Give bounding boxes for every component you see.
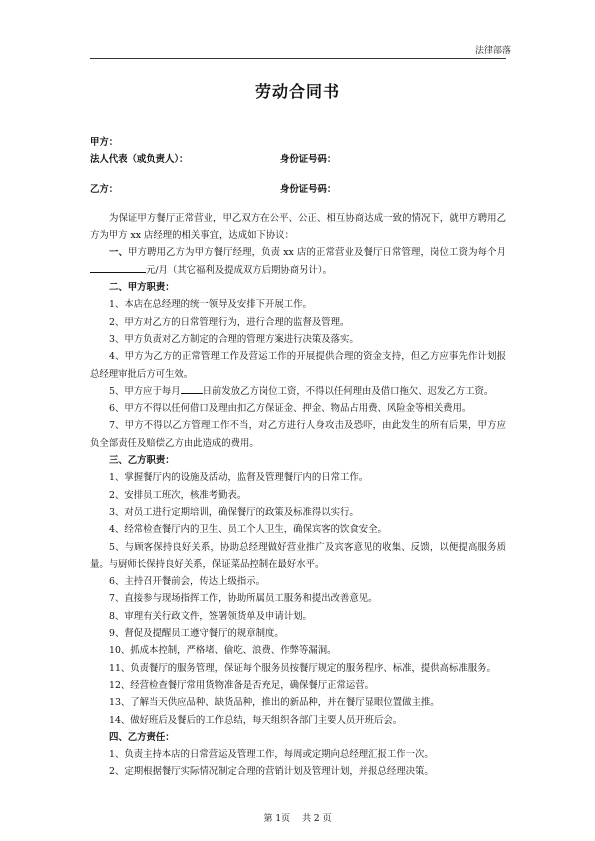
party-a-label: 甲方： [90, 137, 119, 148]
party-a-row [90, 134, 506, 151]
list-item: 8、审理有关行政文件，签署领货单及申请计划。 [109, 610, 312, 622]
clause-1-text-a: 甲方聘用乙方为甲方餐厅经理，负责 xx 店的正常营业及餐厅日常管理，岗位工资为每个月 [128, 247, 506, 259]
intro-paragraph: 为保证甲方餐厅正常营业，甲乙双方在公平、公正、相互协商达成一致的情况下，就甲方聘用乙方为甲方 xx 店经理的相关事宜，达成如下协议： [90, 212, 506, 242]
pay-day-blank[interactable] [181, 383, 203, 394]
clause-1-text-b: 元/月（其它福利及提成双方后期协商另计）。 [146, 264, 332, 276]
clause-1-label: 一、 [109, 247, 129, 259]
list-item-pay-date [90, 383, 506, 400]
contract-body [90, 134, 506, 781]
spacer [90, 169, 506, 181]
list-item: 4、经常检查餐厅内的卫生、员工个人卫生，确保宾客的饮食安全。 [109, 524, 387, 536]
list-item: 9、督促及提醒员工遵守餐厅的规章制度。 [109, 628, 284, 640]
legal-rep-row [90, 151, 506, 168]
page-number: 第 1页 [263, 814, 291, 824]
item-5-text-b: 日前发放乙方岗位工资，不得以任何理由及借口拖欠、迟发乙方工资。 [202, 385, 494, 397]
list-item: 1、本店在总经理的统一领导及安排下开展工作。 [109, 299, 312, 311]
list-item: 3、对员工进行定期培训，确保餐厅的政策及标准得以实行。 [109, 506, 359, 518]
list-item: 13、了解当天供应品种、缺货品种，推出的新品种，并在餐厅显眼位置做主推。 [109, 697, 440, 709]
page-total: 共 2 页 [302, 814, 332, 824]
list-item: 14、做好班后及餐后的工作总结，每天组织各部门主要人员开班后会。 [109, 714, 403, 726]
document-title: 劳动合同书 [254, 82, 340, 101]
spacer [90, 198, 506, 210]
id-number-a-label: 身份证号码： [280, 154, 337, 166]
item-5-text-a: 5、甲方应于每月 [109, 385, 181, 397]
id-number-b-label: 身份证号码： [280, 183, 337, 195]
list-item: 2、甲方对乙方的日常管理行为，进行合理的监督及管理。 [109, 316, 350, 328]
section-2-heading: 二、甲方职责： [109, 282, 175, 294]
legal-rep-label: 法人代表（或负责人）： [90, 154, 189, 166]
list-item: 6、甲方不得以任何借口及理由扣乙方保证金、押金、物品占用费、风险金等相关费用。 [109, 403, 472, 415]
list-item: 5、与顾客保持良好关系，协助总经理做好营业推广及宾客意见的收集、反馈，以便提高服务质量。与厨师长保持良好关系，保证菜品控制在最好水平。 [90, 541, 506, 570]
section-3-heading: 三、乙方职责： [109, 455, 175, 467]
list-item: 4、甲方为乙方的正常管理工作及营运工作的开展提供合理的资金支持，但乙方应事先作计划报总经理审批后方可生效。 [90, 351, 506, 380]
header-rule [90, 58, 506, 59]
list-item: 2、定期根据餐厅实际情况制定合理的营销计划及管理计划，并报总经理决策。 [109, 766, 434, 778]
list-item: 11、负责餐厅的服务管理，保证每个服务员按餐厅规定的服务程序、标准，提供高标准服务。 [109, 662, 496, 674]
page-footer [0, 811, 595, 824]
list-item: 7、直接参与现场指挥工作，协助所属员工服务和提出改善意见。 [109, 593, 378, 605]
list-item: 10、抓成本控制，严格堵、偷吃、浪费、作弊等漏洞。 [109, 645, 337, 657]
clause-1 [90, 244, 506, 279]
list-item: 7、甲方不得以乙方管理工作不当，对乙方进行人身攻击及恐吓，由此发生的所有后果，甲方应负全部责任及赔偿乙方由此造成的费用。 [90, 420, 506, 449]
section-4-heading: 四、乙方责任： [109, 731, 175, 743]
list-item: 2、安排员工班次，核准考勤表。 [109, 489, 247, 501]
salary-blank[interactable] [90, 262, 146, 273]
list-item: 6、主持召开餐前会，传达上级指示。 [109, 576, 265, 588]
list-item: 1、负责主持本店的日常营运及管理工作，每周或定期向总经理汇报工作一次。 [109, 749, 434, 761]
party-b-label: 乙方： [90, 183, 119, 195]
list-item: 1、掌握餐厅内的设施及活动，监督及管理餐厅内的日常工作。 [109, 472, 369, 484]
list-item: 12、经营检查餐厅常用货物准备是否充足，确保餐厅正常运营。 [109, 679, 375, 691]
header-tag: 法律部落 [474, 46, 511, 56]
party-b-row [90, 181, 506, 198]
list-item: 3、甲方负责对乙方制定的合理的管理方案进行决策及落实。 [109, 333, 359, 345]
